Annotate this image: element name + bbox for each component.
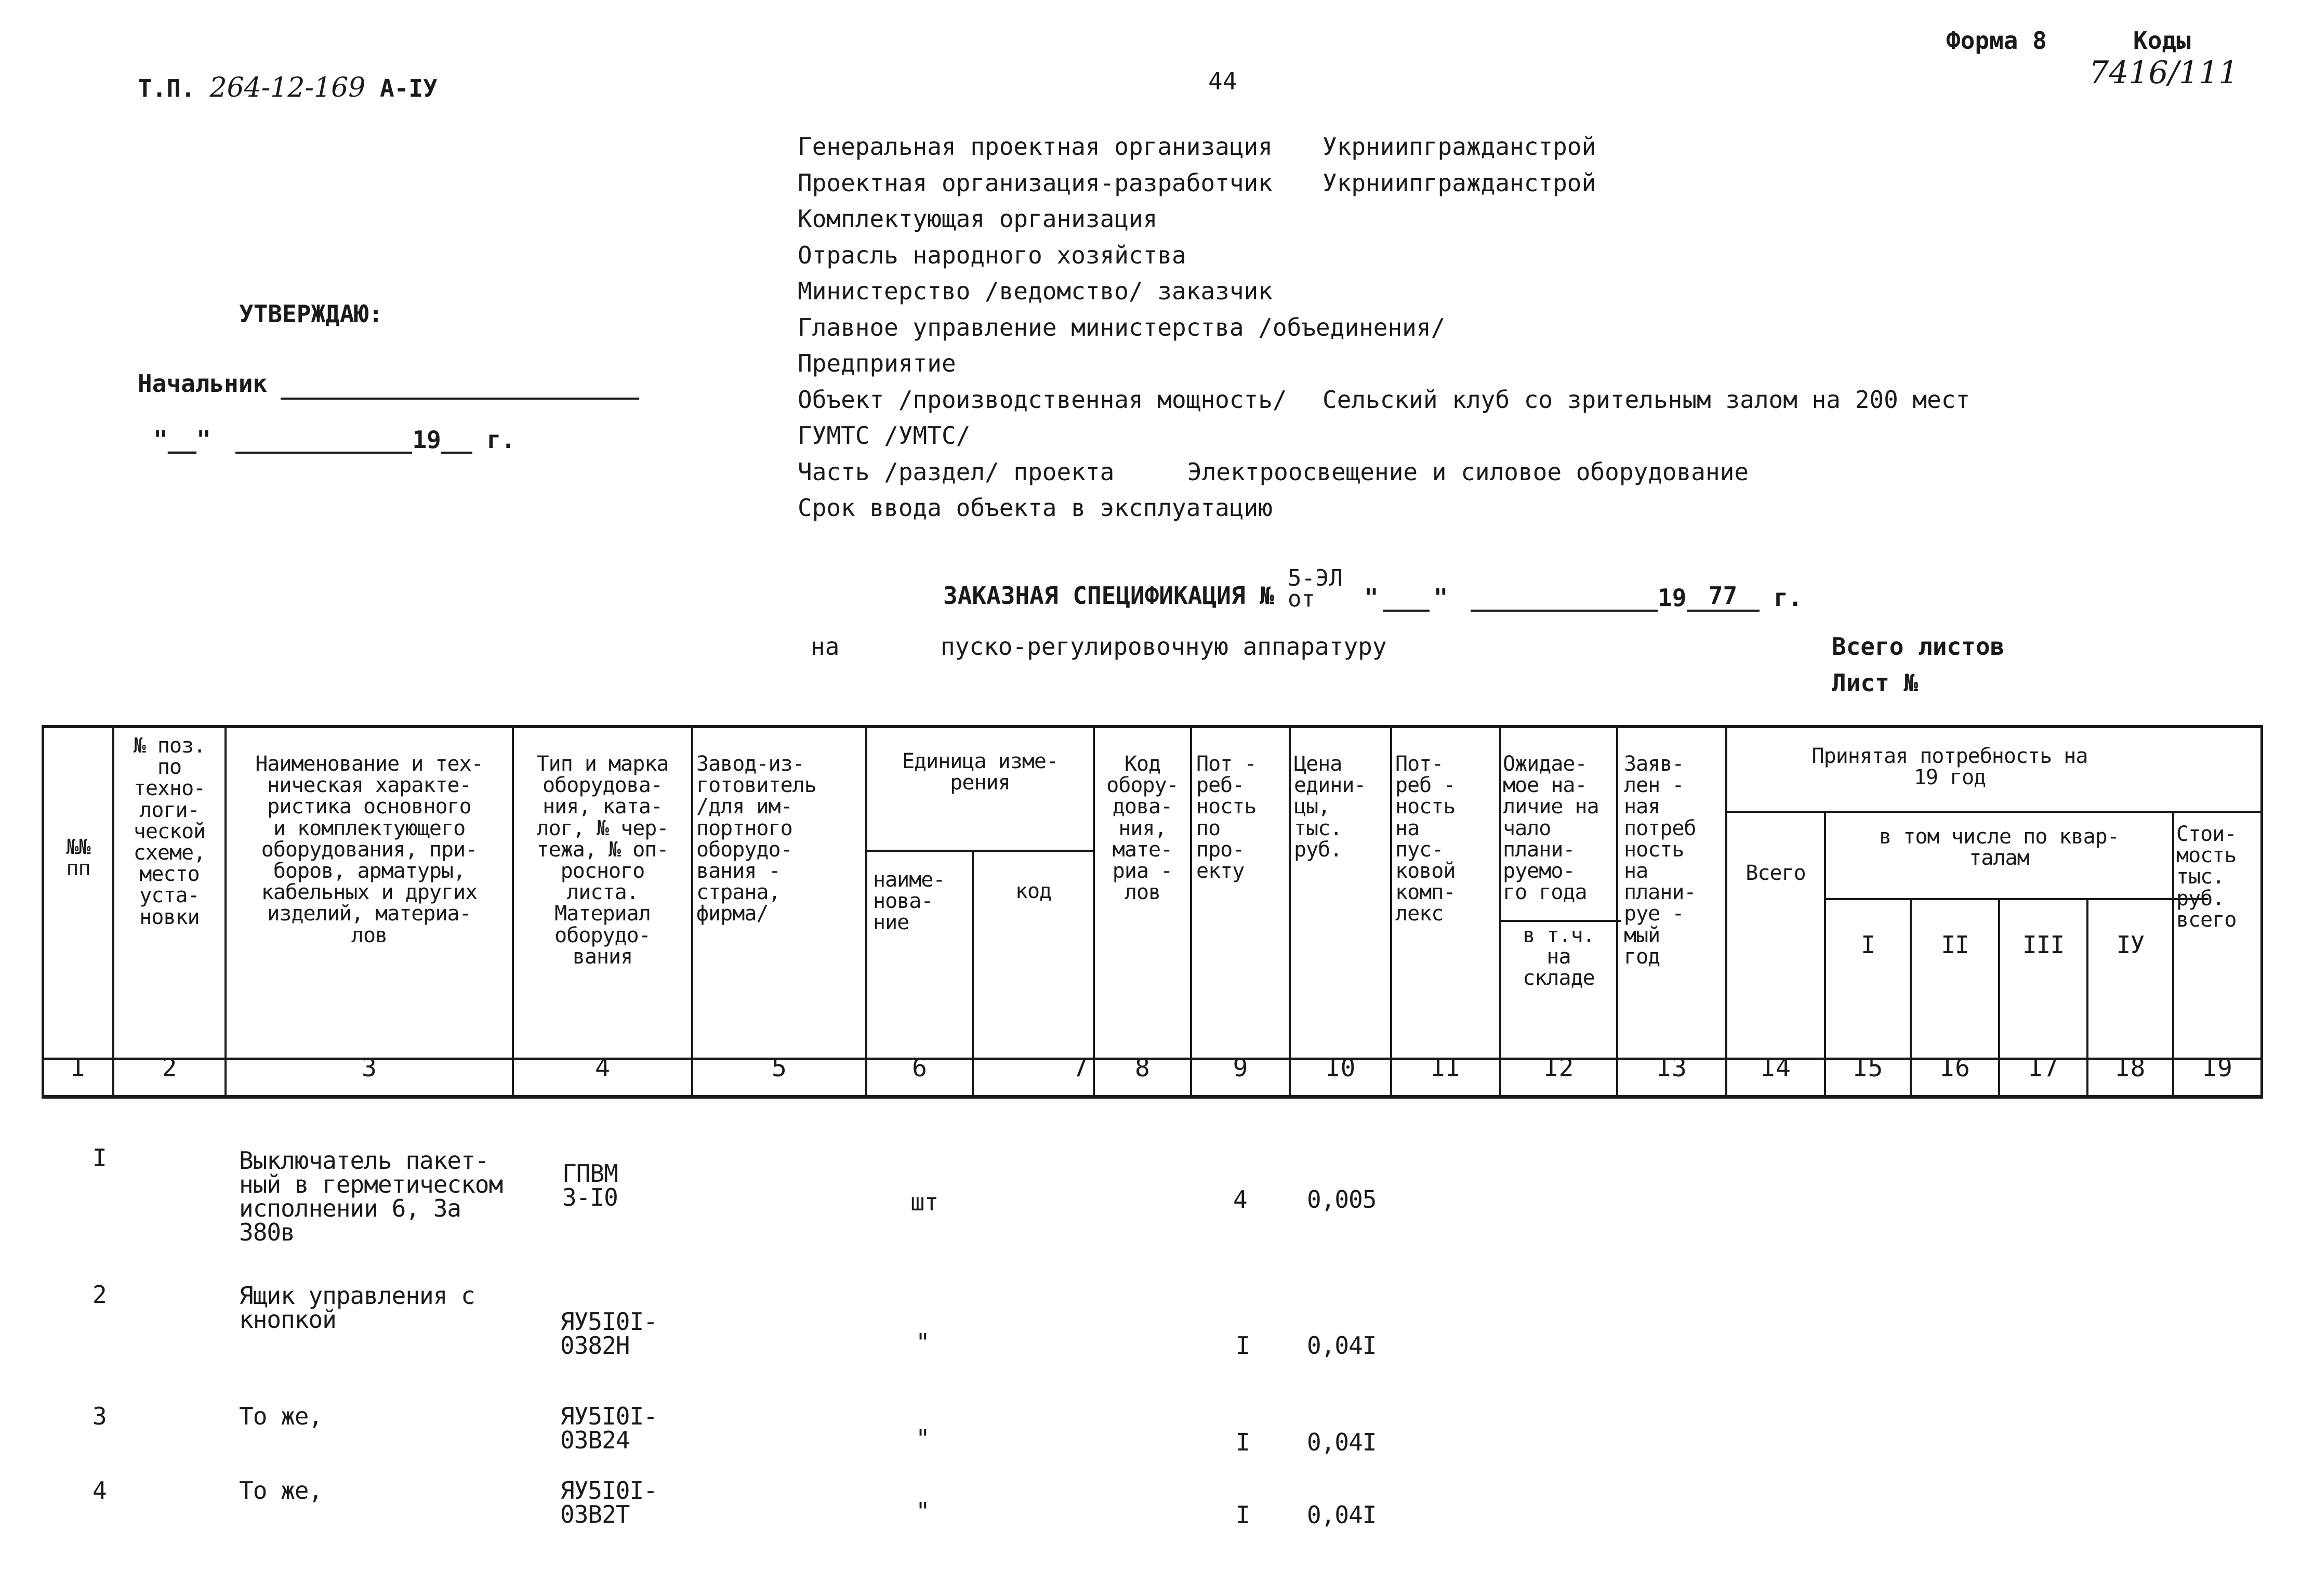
- approval-date: [153, 426, 515, 454]
- col-header-19: Стои- мость тыс. руб. всего: [2176, 822, 2237, 932]
- col-number: 4: [595, 1053, 610, 1083]
- row-name: Выключатель пакет- ный в герметическом исполнении 6, 3а 380в: [239, 1146, 503, 1246]
- col-number: II: [1431, 1053, 1461, 1083]
- doc-ref-prefix: Т.П.: [138, 74, 195, 102]
- row-type: ЯУ5I0I- 0382Н: [560, 1308, 657, 1360]
- row-name: То же,: [239, 1402, 323, 1430]
- col-number: 7: [1073, 1053, 1088, 1083]
- row-type: ЯУ5I0I- 03В24: [560, 1402, 657, 1454]
- col-header-9: Пот - реб- ность по про- екту: [1196, 752, 1257, 883]
- spec-date: [1364, 582, 1803, 612]
- info-label: Проектная организация-разработчик: [798, 168, 1273, 197]
- chief-signature-line: [281, 398, 639, 400]
- col-header-14: Всего: [1745, 861, 1806, 885]
- row-qty: I: [1236, 1501, 1250, 1529]
- col-header-15: I: [1861, 931, 1875, 959]
- row-unit: ": [916, 1424, 930, 1453]
- col-number: I2: [1543, 1053, 1574, 1083]
- spec-year-prefix: 19: [1658, 584, 1687, 612]
- header-top-line: [42, 725, 2263, 728]
- info-row: [798, 494, 1445, 530]
- row-qty: I: [1236, 1428, 1250, 1456]
- form-label: Форма 8: [1946, 27, 2047, 55]
- info-row: [798, 241, 1445, 278]
- doc-ref-suffix: А-IУ: [380, 74, 438, 102]
- info-row: [798, 421, 1445, 458]
- info-value: Укрниипгражданстрой: [1323, 133, 1596, 161]
- sheet-number-label: Лист №: [1832, 669, 1919, 697]
- row-number: 4: [92, 1476, 107, 1505]
- col-header-16: II: [1941, 931, 1969, 959]
- info-row: [798, 457, 1749, 494]
- row-qty: 4: [1233, 1185, 1247, 1214]
- quarters-sub-line: [1824, 898, 2209, 900]
- spec-subject: пуско-регулировочную аппаратуру: [941, 632, 1387, 661]
- col-number: I5: [1853, 1053, 1883, 1083]
- row-price: 0,04I: [1307, 1501, 1377, 1529]
- spec-month-line: [1471, 610, 1658, 612]
- row-type: ГПВМ 3-I0: [562, 1159, 618, 1211]
- project-info: [798, 133, 1971, 530]
- row-qty: I: [1236, 1331, 1250, 1360]
- spec-on-label: на: [811, 632, 840, 661]
- row-type: ЯУ5I0I- 03В2Т: [560, 1476, 657, 1528]
- approval-date-line: [235, 452, 412, 454]
- info-label: Часть /раздел/ проекта: [798, 457, 1115, 486]
- col-header-13: Заяв- лен - ная потреб ность на плани- руе - мый год: [1624, 752, 1696, 969]
- row-name: Ящик управления с кнопкой: [239, 1282, 475, 1334]
- col-header-1: №№ пп: [66, 835, 90, 881]
- col-header-17: III: [2022, 931, 2065, 959]
- page-number: 44: [1208, 67, 1237, 95]
- approval-year-prefix: 19: [412, 426, 441, 454]
- col-number: 9: [1233, 1053, 1248, 1083]
- info-value: Электроосвещение и силовое оборудование: [1187, 457, 1749, 486]
- code-handwritten: 7416/111: [2089, 55, 2239, 91]
- col-line: [42, 725, 44, 1099]
- doc-reference: [138, 73, 438, 104]
- info-label: Министерство /ведомство/ заказчик: [798, 277, 1273, 305]
- info-row: [798, 349, 1445, 386]
- row-number: I: [92, 1144, 107, 1172]
- col-header-unit: Единица изме- рения: [902, 749, 1059, 795]
- col-header-7: код: [1015, 879, 1052, 903]
- chief-label: Начальник: [138, 370, 268, 398]
- code-label: Коды: [2133, 27, 2191, 55]
- col-number: I7: [2028, 1053, 2058, 1083]
- col-header-6: наиме- нова- ние: [873, 868, 945, 935]
- col-line: [1190, 725, 1192, 1099]
- spec-year-value: 77: [1687, 582, 1760, 612]
- spec-from-label: от: [1288, 586, 1315, 612]
- col-number: 2: [162, 1053, 177, 1083]
- row-number: 2: [92, 1281, 107, 1309]
- col-number: I: [71, 1053, 86, 1083]
- col-number: 8: [1135, 1053, 1150, 1083]
- col-line: [691, 725, 693, 1099]
- spec-title: ЗАКАЗНАЯ СПЕЦИФИКАЦИЯ №: [943, 582, 1274, 610]
- info-row: [798, 277, 1445, 313]
- info-row: [798, 313, 1445, 350]
- col-number: I8: [2115, 1053, 2146, 1083]
- col-number: I4: [1761, 1053, 1791, 1083]
- col-header-8: Код обору- дова- ния, мате- риа - лов: [1106, 752, 1179, 905]
- info-label: Срок ввода объекта в эксплуатацию: [798, 494, 1273, 522]
- info-row: [798, 385, 1971, 422]
- col-header-2: № поз. по техно- логи- ческой схеме, место уста- новки: [133, 734, 206, 929]
- spec-date-quote-close: ": [1433, 584, 1448, 612]
- row-number: 3: [92, 1402, 107, 1430]
- col-number: 3: [362, 1053, 377, 1083]
- info-value: Укрниипгражданстрой: [1323, 168, 1596, 197]
- info-label: Генеральная проектная организация: [798, 133, 1273, 161]
- info-label: Главное управление министерства /объединения/: [798, 313, 1446, 341]
- col-number: I3: [1657, 1053, 1687, 1083]
- approval-date-quote: "__": [153, 426, 211, 454]
- col-line: [1616, 725, 1618, 1099]
- row-unit: шт: [910, 1188, 938, 1216]
- row-unit: ": [916, 1328, 930, 1356]
- col-number: I9: [2202, 1053, 2232, 1083]
- row-price: 0,04I: [1307, 1428, 1377, 1456]
- col-header-quarters: в том числе по квар- талам: [1879, 825, 2119, 870]
- doc-ref-handwritten: 264-12-169: [209, 72, 366, 103]
- accepted-sub-line: [1725, 811, 2260, 813]
- col-line: [2260, 725, 2263, 1099]
- col-header-accepted: Принятая потребность на 19 год: [1811, 744, 2088, 790]
- header-bottom-line: [42, 1095, 2263, 1099]
- row-price: 0,04I: [1307, 1331, 1377, 1360]
- spec-table-header: [42, 725, 2263, 1099]
- approval-title: УТВЕРЖДАЮ:: [239, 300, 383, 328]
- spec-number: 5-ЭЛ: [1288, 565, 1343, 591]
- row-price: 0,005: [1307, 1185, 1377, 1214]
- spec-day-line: [1383, 610, 1430, 612]
- info-row: [798, 205, 1445, 241]
- col-header-11: Пот- реб - ность на пус- ковой комп- лекс: [1395, 752, 1456, 926]
- info-row: [798, 168, 1596, 205]
- col-line: [1289, 725, 1291, 1099]
- col-header-12-warehouse: в т.ч. на складе: [1523, 924, 1595, 991]
- col-header-18: IУ: [2116, 931, 2145, 959]
- col-number: I0: [1325, 1053, 1356, 1083]
- col-line: [1390, 725, 1392, 1099]
- row-unit: ": [916, 1497, 930, 1525]
- info-label: Предприятие: [798, 349, 956, 377]
- col-line: [1499, 725, 1501, 1099]
- approval-year-line: [441, 452, 472, 454]
- col-number: 6: [912, 1053, 927, 1083]
- row-name: То же,: [239, 1476, 323, 1505]
- col-number: 5: [772, 1053, 787, 1083]
- col-header-10: Цена едини- цы, тыс. руб.: [1294, 752, 1366, 862]
- total-sheets-label: Всего листов: [1832, 632, 2005, 661]
- col-header-12: Ожидае- мое на- личие на чало плани- руемо- го года: [1503, 752, 1599, 905]
- spec-date-quote-open: ": [1364, 584, 1379, 612]
- info-label: ГУМТС /УМТС/: [798, 421, 971, 450]
- col-header-4: Тип и марка оборудова- ния, ката- лог, № чер- тежа, № оп- росного листа. Материал оборудо- вания: [536, 752, 669, 969]
- info-label: Комплектующая организация: [798, 205, 1158, 233]
- info-label: Отрасль народного хозяйства: [798, 241, 1186, 269]
- col-number: I6: [1940, 1053, 1970, 1083]
- c12-sub-line: [1499, 920, 1621, 922]
- col-header-5: Завод-из- готовитель /для им- портного оборудо- вания - страна, фирма/: [696, 752, 816, 926]
- spec-year-suffix: г.: [1774, 584, 1803, 612]
- info-value: Сельский клуб со зрительным залом на 200 мест: [1323, 385, 1971, 414]
- unit-sub-line: [865, 850, 1094, 852]
- info-label: Объект /производственная мощность/: [798, 385, 1287, 414]
- info-row: [798, 133, 1596, 169]
- col-header-3: Наименование и тех- ническая характе- ристика основного и комплектующего оборудования, при- боров, арматуры, кабельных и других изделий, материа- лов: [255, 752, 483, 947]
- approval-year-suffix: г.: [486, 426, 515, 454]
